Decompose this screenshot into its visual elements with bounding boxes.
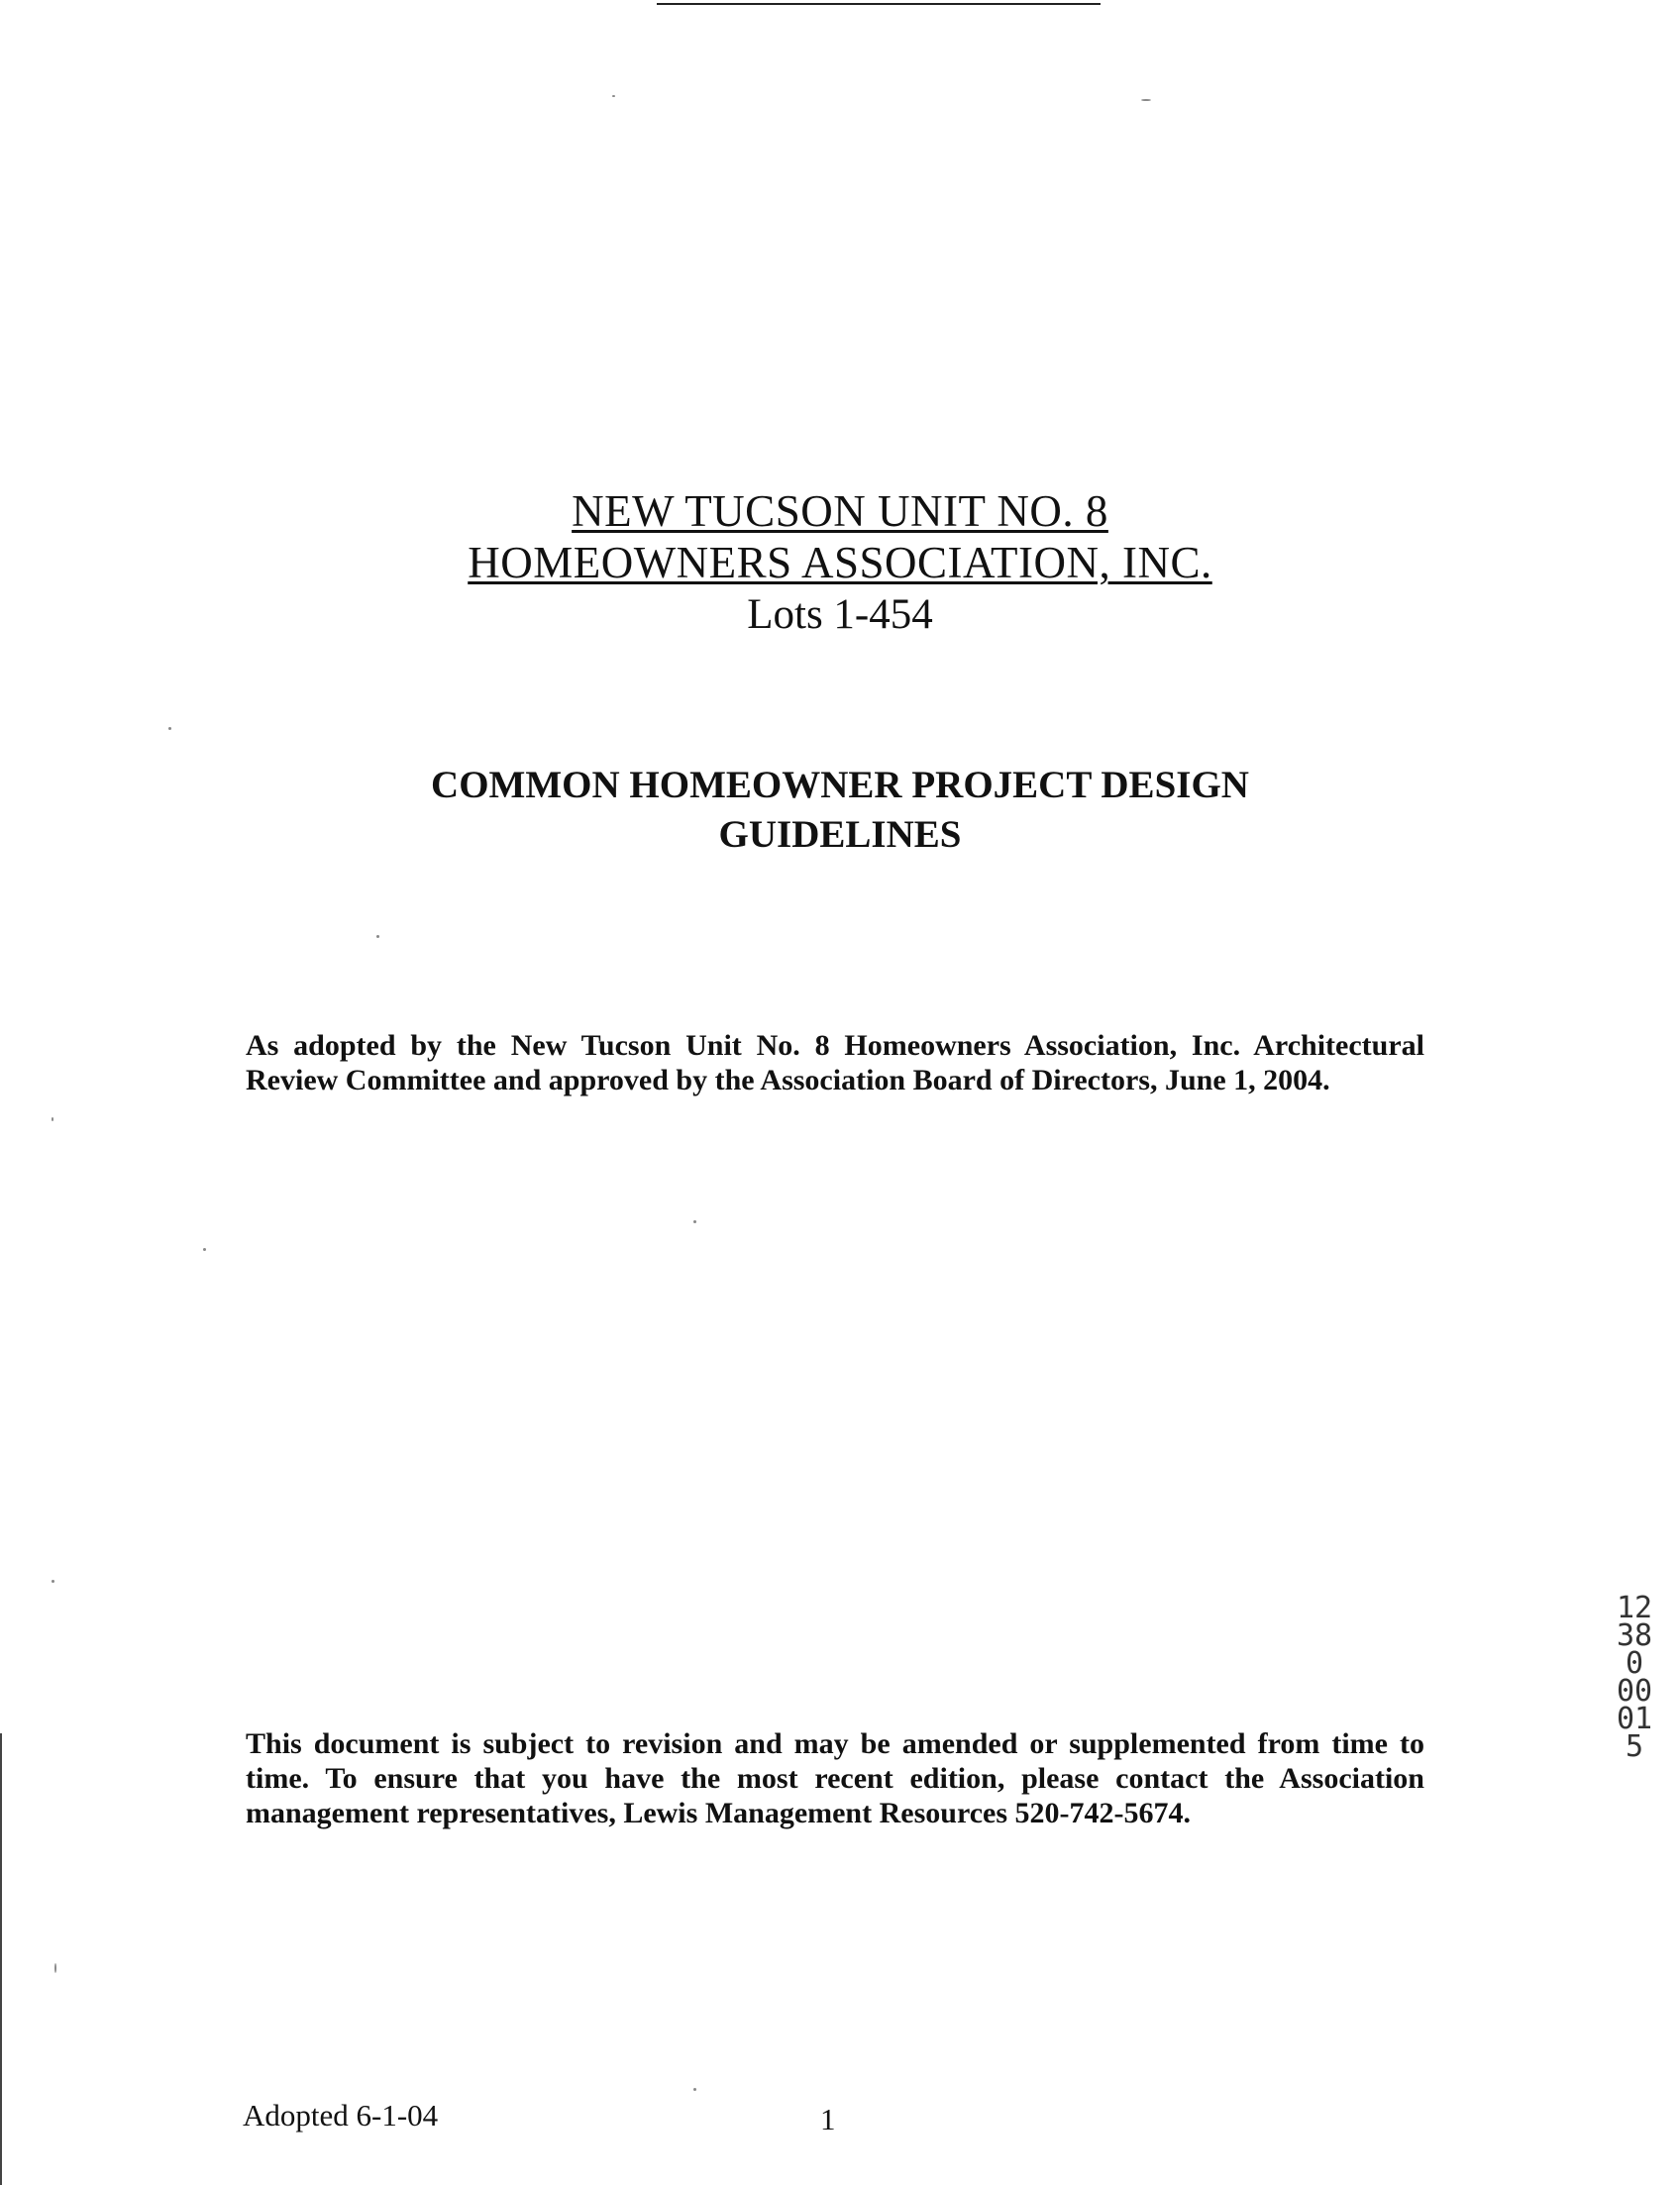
bates-stamp: 12380 00015 [1616,1591,1662,1764]
scan-edge-artifact [0,1733,2,2185]
scan-speck [52,1117,53,1121]
lots-range: Lots 1-454 [747,591,933,638]
page-number: 1 [820,2102,836,2136]
document-title [0,485,1680,642]
revision-notice-paragraph: This document is subject to revision and may be amended or supplemented from time to time. To ensure that you have the most recent edition, please contact the Association management representatives, Lewis Management Resources 520-742-5674. [246,1727,1424,1829]
scan-artifact-line [657,3,1101,5]
scan-speck [52,1580,54,1583]
scan-speck [376,935,379,938]
scan-speck [693,1220,696,1223]
footer-adopted-date: Adopted 6-1-04 [243,2098,439,2133]
subtitle-line-2: GUIDELINES [718,813,962,856]
title-line-1: NEW TUCSON UNIT NO. 8 [572,486,1108,536]
scan-speck [168,727,171,730]
subtitle-line-1: COMMON HOMEOWNER PROJECT DESIGN [431,764,1249,806]
scan-speck [1141,99,1151,101]
scan-speck [203,1248,206,1251]
document-subtitle [0,761,1680,860]
scan-speck [612,95,615,97]
title-line-2: HOMEOWNERS ASSOCIATION, INC. [468,538,1212,587]
scan-speck [693,2088,696,2091]
scan-speck [54,1963,56,1973]
adoption-paragraph: As adopted by the New Tucson Unit No. 8 Homeowners Association, Inc. Architectural Review Committee and approved by the Association Board of Directors, June 1, 2004. [246,1029,1424,1096]
